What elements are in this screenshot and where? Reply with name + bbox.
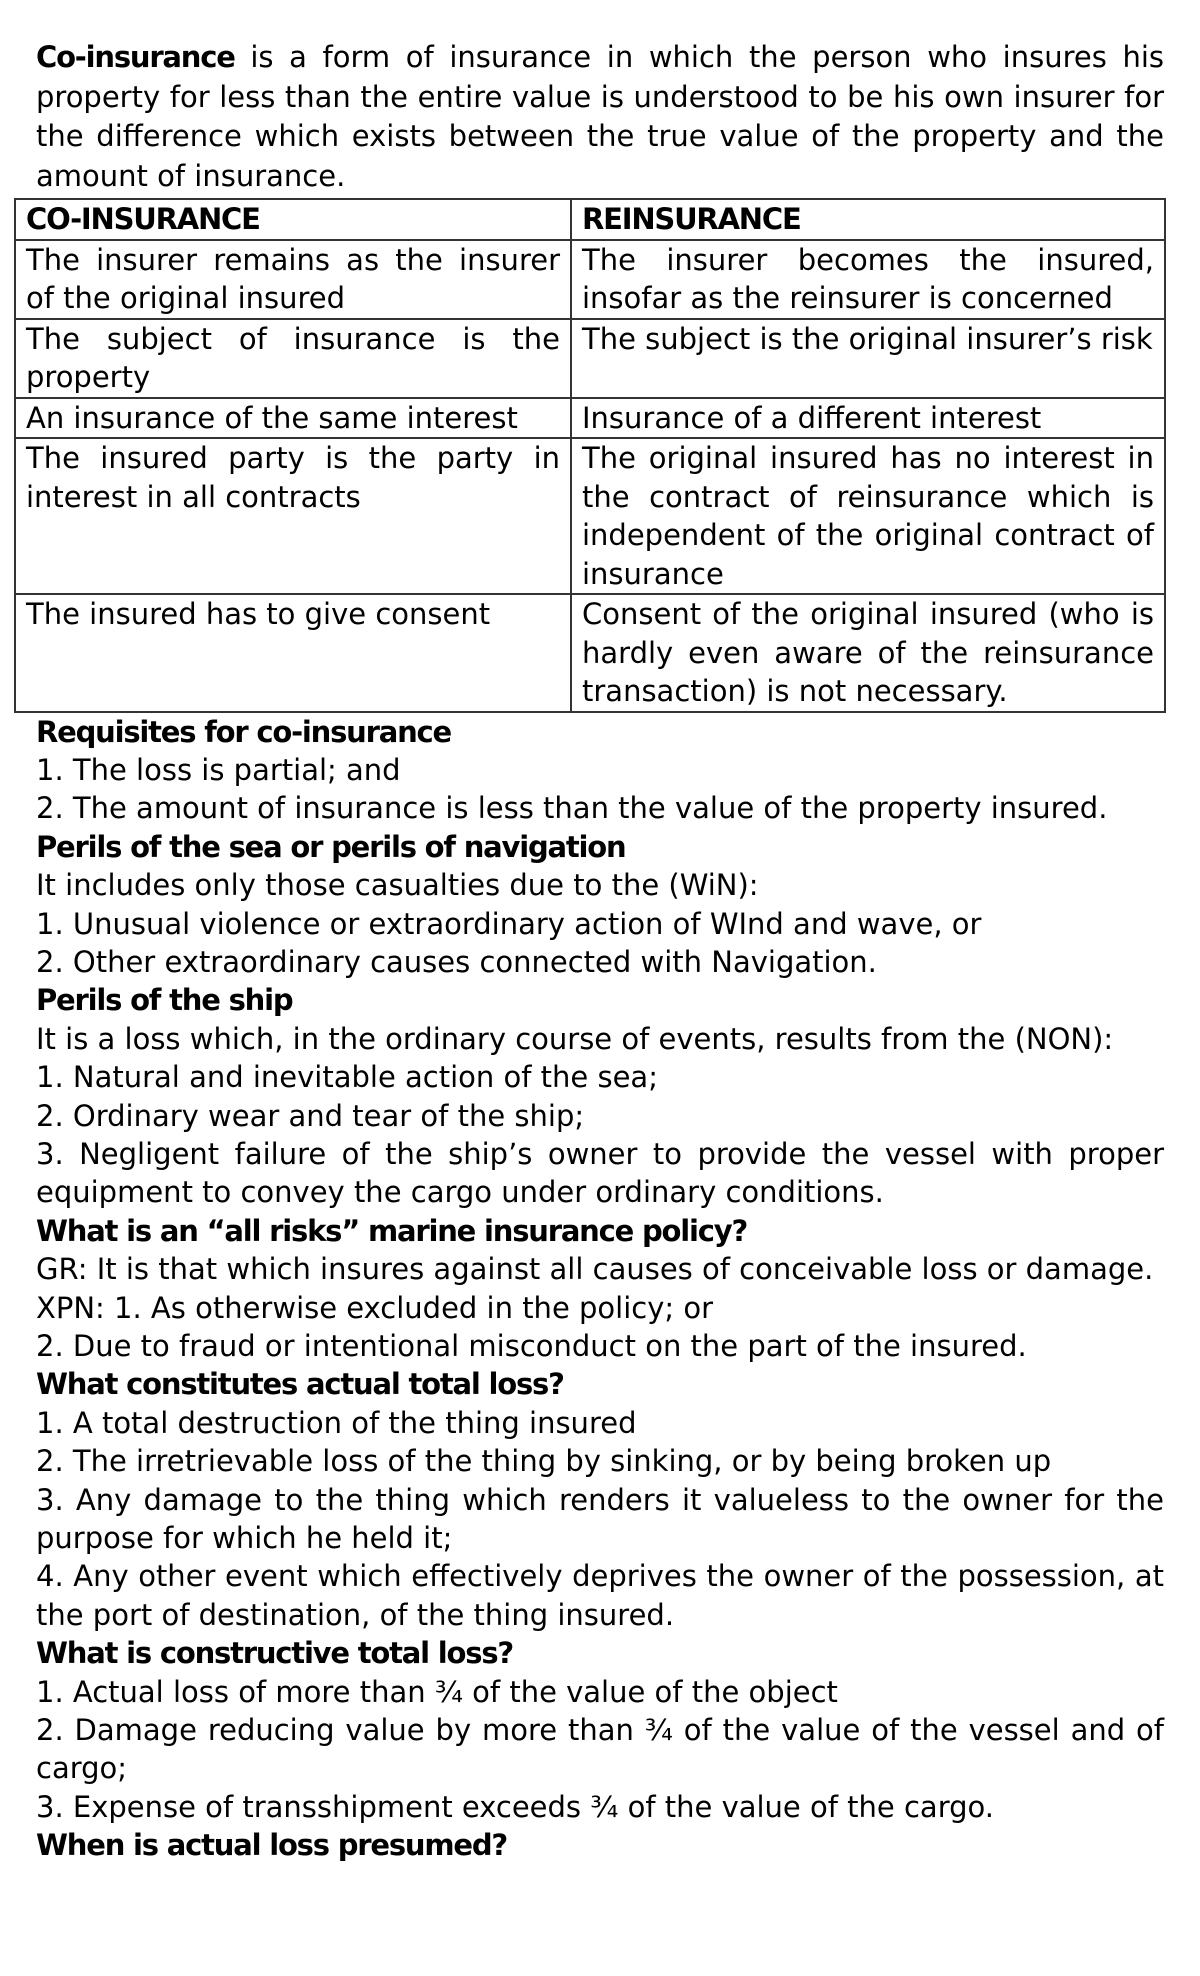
section-line: 1. Actual loss of more than ¾ of the value of the object [36, 1674, 838, 1709]
table-cell: The insurer becomes the insured, insofar as the reinsurer is concerned [571, 240, 1165, 319]
table-row [15, 398, 1165, 439]
section-line: 2. Ordinary wear and tear of the ship; [36, 1098, 585, 1133]
section-line: 3. Negligent failure of the ship’s owner to provide the vessel with proper equipment to convey the cargo under ordinary conditions. [36, 1136, 1164, 1210]
column-header-co-insurance: CO-INSURANCE [15, 199, 571, 240]
section-line: 2. The amount of insurance is less than the value of the property insured. [36, 791, 1108, 826]
section-line: 1. The loss is partial; and [36, 752, 401, 787]
table-row [15, 319, 1165, 398]
table-header-row [15, 199, 1165, 240]
table-cell: The original insured has no interest in the contract of reinsurance which is independent of the original contract of insurance [571, 438, 1165, 594]
table-cell: The insurer remains as the insurer of the original insured [15, 240, 571, 319]
table-cell: The subject is the original insurer’s risk [571, 319, 1165, 398]
intro-term: Co-insurance [36, 40, 235, 74]
section-heading: Perils of the ship [36, 983, 293, 1018]
table-row [15, 438, 1165, 594]
table-cell: An insurance of the same interest [15, 398, 571, 439]
section-heading: Perils of the sea or perils of navigation [36, 829, 626, 864]
section-line: 3. Any damage to the thing which renders it valueless to the owner for the purpose for which he held it; [36, 1482, 1164, 1556]
column-header-reinsurance: REINSURANCE [571, 199, 1165, 240]
table-row [15, 594, 1165, 712]
section-line: 1. Natural and inevitable action of the sea; [36, 1060, 658, 1095]
section-heading: What is constructive total loss? [36, 1636, 514, 1671]
document-page [26, 38, 1164, 1865]
table-cell: The subject of insurance is the property [15, 319, 571, 398]
table-cell: Consent of the original insured (who is hardly even aware of the reinsurance transaction) is not necessary. [571, 594, 1165, 712]
section-line: It includes only those casualties due to the (WiN): [36, 868, 759, 903]
intro-text: is a form of insurance in which the person who insures his property for less than the entire value is understood to be his own insurer for the difference which exists between the true value of the property and the amount of insurance. [36, 40, 1164, 193]
section-heading: When is actual loss presumed? [36, 1828, 508, 1863]
comparison-table [14, 198, 1166, 713]
section-line: 1. Unusual violence or extraordinary action of WInd and wave, or [36, 906, 982, 941]
notes-body [36, 713, 1164, 1865]
section-heading: What is an “all risks” marine insurance policy? [36, 1213, 748, 1248]
section-line: 2. Damage reducing value by more than ¾ of the value of the vessel and of cargo; [36, 1713, 1164, 1786]
section-line: GR: It is that which insures against all causes of conceivable loss or damage. [36, 1252, 1154, 1287]
section-line: XPN: 1. As otherwise excluded in the policy; or [36, 1290, 714, 1325]
section-line: 2. The irretrievable loss of the thing by sinking, or by being broken up [36, 1444, 1052, 1479]
section-line: 2. Due to fraud or intentional misconduct on the part of the insured. [36, 1329, 1027, 1363]
section-line: 2. Other extraordinary causes connected with Navigation. [36, 944, 877, 979]
section-line: 4. Any other event which effectively deprives the owner of the possession, at the port of destination, of the thing insured. [36, 1559, 1164, 1632]
table-cell: The insured party is the party in interest in all contracts [15, 438, 571, 594]
section-line: 1. A total destruction of the thing insured [36, 1405, 637, 1440]
table-row [15, 240, 1165, 319]
table-cell: The insured has to give consent [15, 594, 571, 712]
intro-paragraph [36, 38, 1164, 196]
section-line: 3. Expense of transshipment exceeds ¾ of the value of the cargo. [36, 1789, 994, 1824]
section-heading: Requisites for co-insurance [36, 714, 451, 749]
section-line: It is a loss which, in the ordinary course of events, results from the (NON): [36, 1021, 1114, 1056]
table-cell: Insurance of a different interest [571, 398, 1165, 439]
section-heading: What constitutes actual total loss? [36, 1367, 564, 1402]
